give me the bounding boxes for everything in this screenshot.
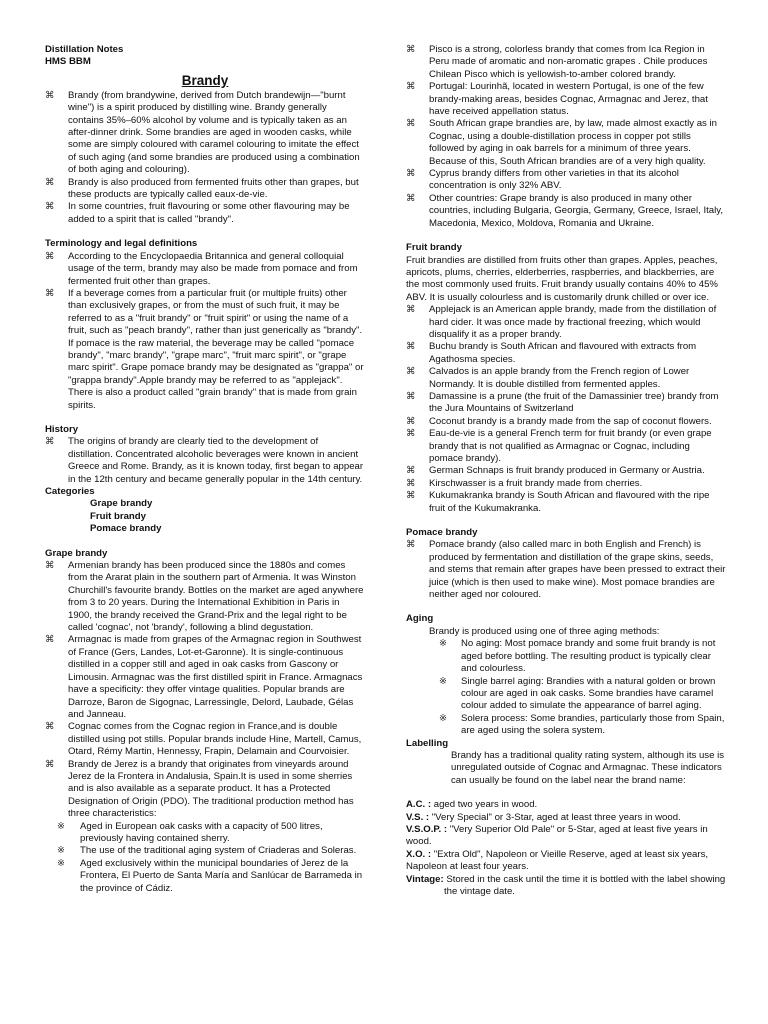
terminology-list xyxy=(45,251,365,412)
label-definition xyxy=(406,874,726,899)
section-heading-labelling: Labelling xyxy=(406,737,449,749)
list-item: ⌘ Kukumakranka brandy is South African and flavoured with the ripe fruit of the Kukumakranka. xyxy=(406,490,726,515)
list-item: ⌘ Kirschwasser is a fruit brandy made from cherries. xyxy=(406,478,726,490)
pomace-list xyxy=(406,539,726,601)
label-definition xyxy=(406,812,726,824)
list-item: ⌘ According to the Encyclopaedia Britannica and general colloquial usage of the term, brandy may also be made from pomace and from fermented fruit other than grapes. xyxy=(45,251,365,288)
section-heading-categories: Categories xyxy=(45,486,95,497)
list-item: ⌘ Brandy de Jerez is a brandy that originates from vineyards around Jerez de la Frontera in Andalusia, Spain.It is used in some sherries and is also available as a separate product. It has a Protected Designation of Origin (PDO). The traditional production method has three characteristics: xyxy=(45,759,365,821)
section-heading-aging: Aging xyxy=(406,613,434,625)
sub-list-item: ※ No aging: Most pomace brandy and some fruit brandy is not aged before bottling. The resulting product is typically clear and colourless. xyxy=(439,638,726,675)
list-item: ⌘ Cyprus brandy differs from other varieties in that its alcohol concentration is only 32% ABV. xyxy=(406,168,726,193)
label-desc: "Extra Old", Napoleon or Vieille Reserve, aged at least six years, Napoleon at least four years. xyxy=(406,848,709,873)
sub-list-item: ※ Solera process: Some brandies, particularly those from Spain, are aged using the solera system. xyxy=(439,713,726,738)
list-item: ⌘ The origins of brandy are clearly tied to the development of distillation. Concentrated alcoholic beverages were known in ancient Greece and Rome. Brandy, as it is known today, first began to appear in the 12th century and became generally popular in the 14th century. xyxy=(45,436,365,486)
list-item: ⌘ Pisco is a strong, colorless brandy that comes from Ica Region in Peru made of aromatic and non-aromatic grapes . Chile produces Chilean Pisco which is yellowish-to-amber colored brandy. xyxy=(406,44,726,81)
label-desc: "Very Superior Old Pale" or 5-Star, aged at least five years in wood. xyxy=(406,823,708,848)
list-item: ⌘ Brandy (from brandywine, derived from Dutch brandewijn—"burnt wine") is a spirit produced by distilling wine. Brandy generally contains 35%–60% alcohol by volume and is typically taken as an after-dinner drink. Some brandies are aged in wooden casks, while some are simply coloured with caramel colouring to imitate the effect of such aging (and some brandies are produced using a combination of both aging and colouring). xyxy=(45,90,365,177)
label-desc: aged two years in wood. xyxy=(431,799,538,811)
list-item: ⌘ South African grape brandies are, by law, made almost exactly as in Cognac, using a double-distillation process in copper pot stills followed by aging in oak barrels for a minimum of three years. Because of this, South African brandies are of a very high quality. xyxy=(406,118,726,168)
label-term: Vintage: xyxy=(406,873,444,885)
left-column xyxy=(45,44,365,895)
aging-list xyxy=(439,638,726,737)
label-definition xyxy=(406,824,726,849)
sub-list-item: ※ Single barrel aging: Brandies with a natural golden or brown colour are aged in oak casks. Some brandies have caramel colour added to simulate the appearance of barrel aging. xyxy=(439,676,726,713)
list-item: ⌘ Damassine is a prune (the fruit of the Damassinier tree) brandy from the Jura Mountains of Switzerland xyxy=(406,391,726,416)
section-heading-terminology: Terminology and legal definitions xyxy=(45,238,198,250)
jerez-sublist xyxy=(57,821,365,895)
category-item: Grape brandy xyxy=(90,498,153,510)
list-item: ⌘ Armenian brandy has been produced since the 1880s and comes from the Ararat plain in the southern part of Armenia. It was Winston Churchill's favourite brandy. Bottles on the market are aged anywhere from 3 to 20 years. During the International Exhibition in Paris in 1900, the brandy received the Grand-Prix and the legal right to be called 'cognac', not 'brandy', following a blind degustation. xyxy=(45,560,365,634)
list-item: ⌘ If a beverage comes from a particular fruit (or multiple fruits) other than exclusively grapes, or from the must of such fruit, it may be referred to as a "fruit brandy" or "fruit spirit" or using the name of a fruit, such as "peach brandy", rather than just generically as "brandy". If pomace is the raw material, the beverage may be called "pomace brandy", "marc brandy", "grape marc", "fruit marc spirit", or "grape marc spirit". Grape pomace brandy may be designated as "grappa" or "grappa brandy".Apple brandy may be referred to as "applejack". There is also a product called "grain brandy" that is made from grain spirits. xyxy=(45,288,365,412)
list-item: ⌘ Calvados is an apple brandy from the French region of Lower Normandy. It is double distilled from fermented apples. xyxy=(406,366,726,391)
list-item: ⌘ In some countries, fruit flavouring or some other flavouring may be added to a spirit that is called "brandy". xyxy=(45,201,365,226)
list-item: ⌘ Eau-de-vie is a general French term for fruit brandy (or even grape brandy that is not qualified as Armagnac or Cognac, including pomace brandy). xyxy=(406,428,726,465)
label-term: A.C. : xyxy=(406,799,432,811)
section-heading-pomace-brandy: Pomace brandy xyxy=(406,527,478,539)
label-definition xyxy=(406,799,726,811)
grape-list xyxy=(45,560,365,821)
label-term: V.S. : xyxy=(406,811,430,823)
section-heading-fruit-brandy: Fruit brandy xyxy=(406,242,462,254)
intro-list xyxy=(45,90,365,226)
list-item: ⌘ Portugal: Lourinhã, located in western Portugal, is one of the few brandy-making areas, besides Cognac, Armagnac and Jerez, that have received appellation status. xyxy=(406,81,726,118)
label-definition xyxy=(406,849,726,874)
right-column xyxy=(406,44,726,898)
list-item: ⌘ Buchu brandy is South African and flavoured with extracts from Agathosma species. xyxy=(406,341,726,366)
list-item: ⌘ Brandy is also produced from fermented fruits other than grapes, but these products are typically called eaux-de-vie. xyxy=(45,177,365,202)
list-item: ⌘ German Schnaps is fruit brandy produced in Germany or Austria. xyxy=(406,465,726,477)
list-item: ⌘ Armagnac is made from grapes of the Armagnac region in Southwest of France (Gers, Landes, Lot-et-Garonne). It is single-continuous distilled in a copper still and aged in oak casks from Gascony or Limousin. Armagnac was the first distilled spirit in France. Armagnacs have a specificity: they offer vintage qualities. Popular brands are Darroze, Baron de Sigognac, Larressingle, Delord, Laubade, Gélas and Janneau. xyxy=(45,634,365,721)
history-list xyxy=(45,436,365,486)
list-item: ⌘ Other countries: Grape brandy is also produced in many other countries, including Bulgaria, Georgia, Germany, Greece, Israel, Italy, Macedonia, Mexico, Moldova, Romania and Ukraine. xyxy=(406,193,726,230)
section-heading-grape-brandy: Grape brandy xyxy=(45,547,108,559)
category-item: Pomace brandy xyxy=(90,523,162,535)
label-desc: "Very Special" or 3-Star, aged at least three years in wood. xyxy=(429,811,681,823)
list-item: ⌘ Applejack is an American apple brandy, made from the distillation of hard cider. It was once made by fractional freezing, which would disqualify it as a proper brandy. xyxy=(406,304,726,341)
label-desc: Stored in the cask until the time it is bottled with the label showing the vintage date. xyxy=(443,873,726,897)
doc-header-line2: HMS BBM xyxy=(45,56,91,68)
section-heading-history: History xyxy=(45,423,79,435)
page-title: Brandy xyxy=(181,72,229,88)
sub-list-item: ※ The use of the traditional aging system of Criaderas and Soleras. xyxy=(57,845,365,857)
sub-list-item: ※ Aged exclusively within the municipal boundaries of Jerez de la Frontera, El Puerto de Santa María and Sanlúcar de Barrameda in the province of Cádiz. xyxy=(57,858,365,895)
fruit-list xyxy=(406,304,726,515)
aging-intro: Brandy is produced using one of three aging methods: xyxy=(429,625,660,637)
fruit-intro: Fruit brandies are distilled from fruits other than grapes. Apples, peaches, apricots, plums, cherries, elderberries, raspberries, and blackberries, are the most commonly used fruits. Fruit brandy usually contains 40% to 45% ABV. It is usually colourless and is customarily drunk chilled or over ice. xyxy=(406,254,718,303)
label-term: X.O. : xyxy=(406,848,432,860)
grape-continued-list xyxy=(406,44,726,230)
doc-header-line1: Distillation Notes xyxy=(45,44,124,55)
label-term: V.S.O.P. : xyxy=(406,823,448,835)
labelling-intro: Brandy has a traditional quality rating system, although its use is unregulated outside of Cognac and Armagnac. These indicators can usually be found on the label near the brand name: xyxy=(451,749,725,786)
list-item: ⌘ Coconut brandy is a brandy made from the sap of coconut flowers. xyxy=(406,416,726,428)
category-item: Fruit brandy xyxy=(90,510,146,522)
list-item: ⌘ Pomace brandy (also called marc in both English and French) is produced by fermentation and distillation of the grape skins, seeds, and stems that remain after grapes have been pressed to extract their juice (which is then used to make wine). Most pomace brandies are neither aged nor coloured. xyxy=(406,539,726,601)
list-item: ⌘ Cognac comes from the Cognac region in France,and is double distilled using pot stills. Popular brands include Hine, Martell, Camus, Otard, Rémy Martin, Hennessy, Frapin, Delamain and Courvoisier. xyxy=(45,721,365,758)
sub-list-item: ※ Aged in European oak casks with a capacity of 500 litres, previously having contained sherry. xyxy=(57,821,365,846)
